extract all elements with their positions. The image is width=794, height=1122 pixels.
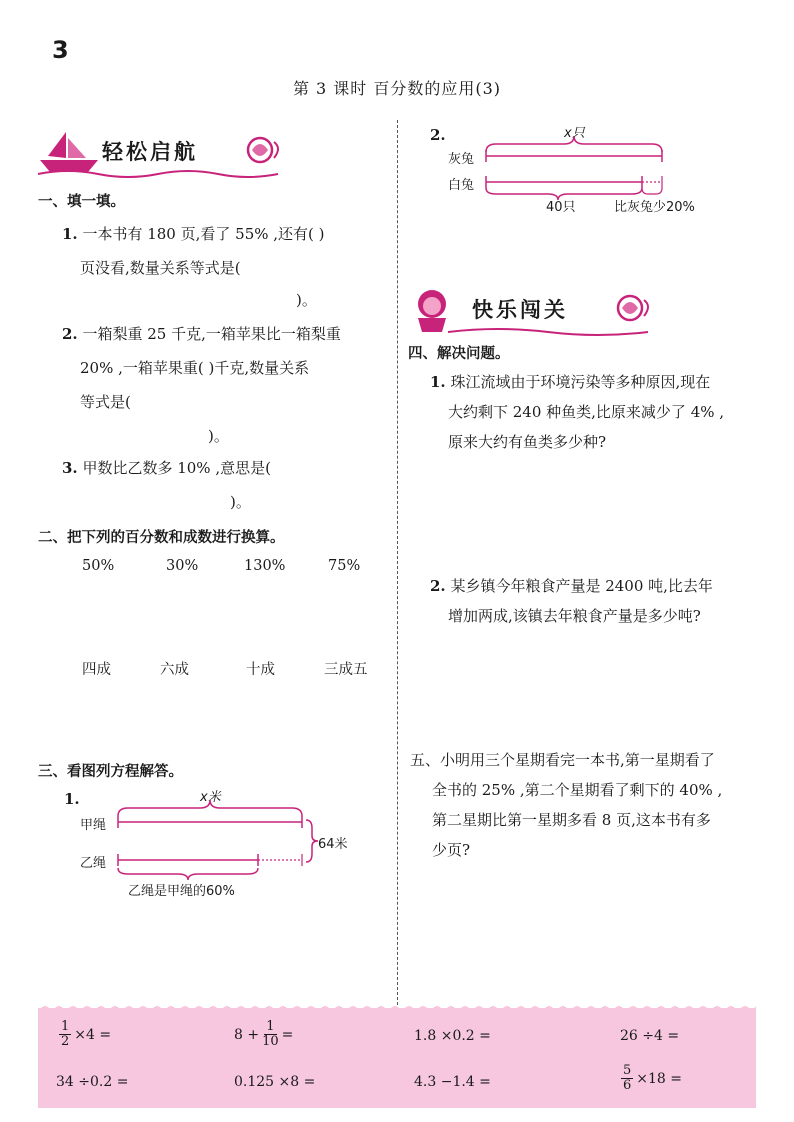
row-label-grey-rabbit: 灰兔	[448, 152, 475, 167]
q1-line3: )。	[296, 291, 317, 309]
percent-item: 50%	[82, 558, 115, 574]
calc-item: 34 ÷0.2 =	[56, 1074, 129, 1090]
percent-item: 130%	[244, 558, 286, 574]
p1-line1: 1. 珠江流域由于环境污染等多种原因,现在	[430, 373, 711, 391]
mental-math-strip	[38, 1008, 756, 1108]
relation-label: 比灰兔少20%	[614, 200, 695, 215]
section2-heading: 二、把下列的百分数和成数进行换算。	[38, 530, 285, 546]
row-label-jia: 甲绳	[80, 818, 107, 833]
calc-item: 1.8 ×0.2 =	[414, 1028, 491, 1044]
s5-line1: 五、小明用三个星期看完一本书,第一星期看了	[410, 751, 715, 769]
chengshu-item: 六成	[160, 662, 189, 678]
p2-line2: 增加两成,该镇去年粮食产量是多少吨?	[448, 607, 701, 625]
line-diagram-1	[62, 790, 362, 900]
section3-heading: 三、看图列方程解答。	[38, 764, 183, 780]
calc-item: 26 ÷4 =	[620, 1028, 680, 1044]
unknown-length-label: x米	[200, 790, 221, 805]
s5-line3: 第二星期比第一星期多看 8 页,这本书有多	[432, 811, 711, 829]
lesson-title: 第 3 课时 百分数的应用(3)	[292, 79, 502, 98]
section1-heading: 一、填一填。	[38, 194, 125, 210]
white-count-label: 40只	[546, 200, 576, 215]
chengshu-item: 十成	[246, 662, 275, 678]
banner-easy-start	[38, 128, 288, 178]
section4-heading: 四、解决问题。	[408, 346, 510, 362]
chengshu-item: 三成五	[324, 662, 368, 678]
column-divider	[397, 120, 398, 1005]
banner-happy-pass	[408, 286, 658, 336]
total-length-label: 64米	[318, 837, 348, 852]
percent-item: 75%	[328, 558, 361, 574]
p1-line3: 原来大约有鱼类多少种?	[448, 433, 607, 451]
unknown-count-label: x只	[564, 126, 585, 141]
q3-line2: )。	[230, 493, 251, 511]
q2-line1: 2. 一箱梨重 25 千克,一箱苹果比一箱梨重	[62, 325, 341, 343]
s5-line2: 全书的 25% ,第二个星期看了剩下的 40% ,	[432, 781, 723, 799]
q2-line3: 等式是(	[80, 393, 131, 411]
p2-line1: 2. 某乡镇今年粮食产量是 2400 吨,比去年	[430, 577, 713, 595]
banner-title: 轻松启航	[102, 140, 198, 164]
q2-line2: 20% ,一箱苹果重( )千克,数量关系	[80, 359, 310, 377]
diagram-number: 2.	[430, 126, 446, 144]
percent-item: 30%	[166, 558, 199, 574]
s5-line4: 少页?	[432, 841, 471, 859]
row-label-white-rabbit: 白兔	[448, 178, 475, 193]
q1-line2: 页没看,数量关系等式是(	[80, 259, 241, 277]
calc-item: 0.125 ×8 =	[234, 1074, 316, 1090]
line-diagram-2	[430, 124, 730, 214]
calc-item: $\frac{5}{6}$ ×18 =	[623, 1063, 683, 1093]
q2-line4: )。	[208, 427, 229, 445]
calc-item: 4.3 −1.4 =	[414, 1074, 491, 1090]
row-label-yi: 乙绳	[80, 856, 107, 871]
chengshu-item: 四成	[82, 662, 111, 678]
relation-label: 乙绳是甲绳的60%	[128, 884, 235, 899]
q3-line1: 3. 甲数比乙数多 10% ,意思是(	[62, 459, 271, 477]
p1-line2: 大约剩下 240 种鱼类,比原来减少了 4% ,	[448, 403, 725, 421]
diagram-number: 1.	[64, 790, 80, 808]
calc-item: $\frac{1}{2}$ ×4 =	[61, 1019, 112, 1049]
q1-line1: 1. 一本书有 180 页,看了 55% ,还有( )	[62, 225, 325, 243]
calc-item: 8 + $\frac{1}{10}$ =	[234, 1019, 294, 1049]
page-number: 3	[52, 36, 69, 64]
banner-title: 快乐闯关	[472, 298, 568, 322]
